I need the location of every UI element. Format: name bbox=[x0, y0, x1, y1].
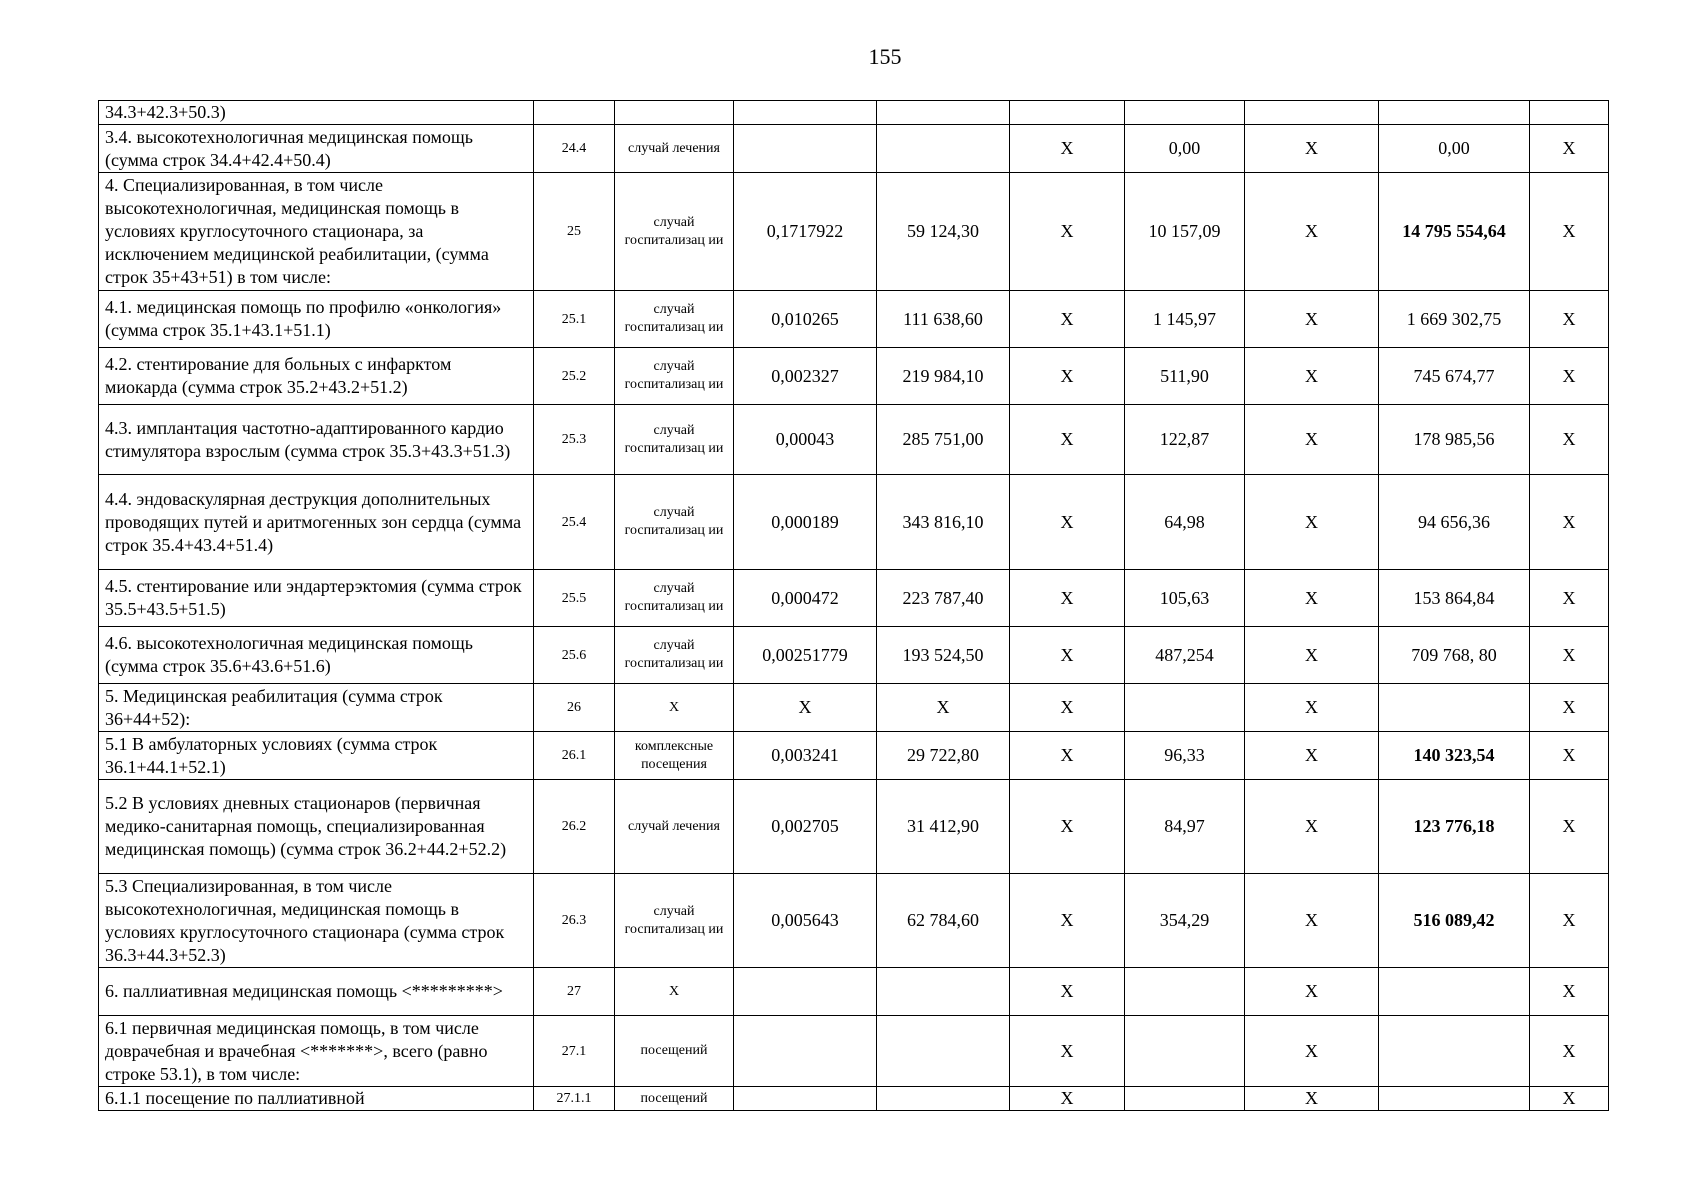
cost-norm: 29 722,80 bbox=[877, 732, 1010, 780]
percent-of-total: X bbox=[1530, 405, 1609, 475]
row-code: 25.4 bbox=[534, 475, 615, 570]
per-capita-oms: 122,87 bbox=[1125, 405, 1245, 475]
total-budget: X bbox=[1245, 780, 1379, 874]
unit-of-measure: случай госпитализац ии bbox=[615, 570, 734, 627]
total-budget: X bbox=[1245, 627, 1379, 684]
total-oms bbox=[1379, 1087, 1530, 1111]
cost-norm: 223 787,40 bbox=[877, 570, 1010, 627]
total-oms: 123 776,18 bbox=[1379, 780, 1530, 874]
volume-norm bbox=[734, 1016, 877, 1087]
total-budget: X bbox=[1245, 1087, 1379, 1111]
per-capita-budget: X bbox=[1010, 1016, 1125, 1087]
table-row bbox=[99, 1087, 1609, 1111]
unit-of-measure: посещений bbox=[615, 1016, 734, 1087]
unit-of-measure: случай госпитализац ии bbox=[615, 874, 734, 968]
percent-of-total: X bbox=[1530, 348, 1609, 405]
volume-norm: 0,00251779 bbox=[734, 627, 877, 684]
row-code: 25.5 bbox=[534, 570, 615, 627]
percent-of-total: X bbox=[1530, 1016, 1609, 1087]
table-row bbox=[99, 405, 1609, 475]
total-oms: 94 656,36 bbox=[1379, 475, 1530, 570]
volume-norm: 0,00043 bbox=[734, 405, 877, 475]
volume-norm: X bbox=[734, 684, 877, 732]
percent-of-total: X bbox=[1530, 968, 1609, 1016]
cost-norm: X bbox=[877, 684, 1010, 732]
total-oms bbox=[1379, 1016, 1530, 1087]
row-code: 24.4 bbox=[534, 125, 615, 173]
per-capita-budget: X bbox=[1010, 125, 1125, 173]
unit-of-measure: комплексные посещения bbox=[615, 732, 734, 780]
percent-of-total: X bbox=[1530, 475, 1609, 570]
total-budget: X bbox=[1245, 968, 1379, 1016]
total-budget: X bbox=[1245, 173, 1379, 291]
row-code: 25.2 bbox=[534, 348, 615, 405]
row-description: 4.6. высокотехнологичная медицинская помощь (сумма строк 35.6+43.6+51.6) bbox=[99, 627, 534, 684]
table-row bbox=[99, 570, 1609, 627]
percent-of-total: X bbox=[1530, 732, 1609, 780]
row-description: 5. Медицинская реабилитация (сумма строк 36+44+52): bbox=[99, 684, 534, 732]
unit-of-measure: случай госпитализац ии bbox=[615, 291, 734, 348]
row-code: 27.1 bbox=[534, 1016, 615, 1087]
per-capita-oms: 96,33 bbox=[1125, 732, 1245, 780]
percent-of-total: X bbox=[1530, 684, 1609, 732]
per-capita-budget: X bbox=[1010, 874, 1125, 968]
total-budget: X bbox=[1245, 125, 1379, 173]
percent-of-total: X bbox=[1530, 780, 1609, 874]
table-body bbox=[99, 101, 1609, 1111]
cost-norm bbox=[877, 125, 1010, 173]
per-capita-budget: X bbox=[1010, 348, 1125, 405]
percent-of-total: X bbox=[1530, 570, 1609, 627]
table-row bbox=[99, 125, 1609, 173]
unit-of-measure: случай госпитализац ии bbox=[615, 173, 734, 291]
cost-norm: 111 638,60 bbox=[877, 291, 1010, 348]
per-capita-budget: X bbox=[1010, 684, 1125, 732]
total-oms: 178 985,56 bbox=[1379, 405, 1530, 475]
table-row bbox=[99, 173, 1609, 291]
row-description: 6. паллиативная медицинская помощь <*********> bbox=[99, 968, 534, 1016]
table-row bbox=[99, 684, 1609, 732]
per-capita-oms: 64,98 bbox=[1125, 475, 1245, 570]
unit-of-measure: X bbox=[615, 684, 734, 732]
per-capita-budget: X bbox=[1010, 732, 1125, 780]
total-oms: 516 089,42 bbox=[1379, 874, 1530, 968]
table-row bbox=[99, 475, 1609, 570]
volume-norm bbox=[734, 101, 877, 125]
row-description: 34.3+42.3+50.3) bbox=[99, 101, 534, 125]
percent-of-total: X bbox=[1530, 1087, 1609, 1111]
data-table bbox=[98, 100, 1609, 1111]
per-capita-oms bbox=[1125, 101, 1245, 125]
row-description: 4. Специализированная, в том числе высокотехнологичная, медицинская помощь в условиях круглосуточного стационара, за исключением медицинской реабилитации, (сумма строк 35+43+51) в том числе: bbox=[99, 173, 534, 291]
cost-norm bbox=[877, 968, 1010, 1016]
per-capita-budget: X bbox=[1010, 570, 1125, 627]
total-budget: X bbox=[1245, 684, 1379, 732]
per-capita-budget: X bbox=[1010, 291, 1125, 348]
per-capita-budget: X bbox=[1010, 1087, 1125, 1111]
cost-norm bbox=[877, 1087, 1010, 1111]
cost-norm: 31 412,90 bbox=[877, 780, 1010, 874]
row-code: 26 bbox=[534, 684, 615, 732]
row-code: 26.2 bbox=[534, 780, 615, 874]
row-description: 5.2 В условиях дневных стационаров (первичная медико-санитарная помощь, специализированная медицинская помощь) (сумма строк 36.2+44.2+52.2) bbox=[99, 780, 534, 874]
table-row bbox=[99, 874, 1609, 968]
volume-norm: 0,002327 bbox=[734, 348, 877, 405]
total-budget: X bbox=[1245, 732, 1379, 780]
per-capita-budget: X bbox=[1010, 780, 1125, 874]
per-capita-oms bbox=[1125, 1087, 1245, 1111]
volume-norm bbox=[734, 125, 877, 173]
per-capita-oms bbox=[1125, 684, 1245, 732]
total-oms: 1 669 302,75 bbox=[1379, 291, 1530, 348]
per-capita-oms: 10 157,09 bbox=[1125, 173, 1245, 291]
total-oms bbox=[1379, 101, 1530, 125]
unit-of-measure: X bbox=[615, 968, 734, 1016]
per-capita-oms: 487,254 bbox=[1125, 627, 1245, 684]
row-description: 4.4. эндоваскулярная деструкция дополнительных проводящих путей и аритмогенных зон сердца (сумма строк 35.4+43.4+51.4) bbox=[99, 475, 534, 570]
volume-norm bbox=[734, 1087, 877, 1111]
cost-norm: 59 124,30 bbox=[877, 173, 1010, 291]
volume-norm: 0,005643 bbox=[734, 874, 877, 968]
percent-of-total bbox=[1530, 101, 1609, 125]
cost-norm: 193 524,50 bbox=[877, 627, 1010, 684]
unit-of-measure bbox=[615, 101, 734, 125]
per-capita-oms bbox=[1125, 1016, 1245, 1087]
row-code: 25.1 bbox=[534, 291, 615, 348]
row-code: 25.6 bbox=[534, 627, 615, 684]
unit-of-measure: случай госпитализац ии bbox=[615, 348, 734, 405]
volume-norm: 0,000189 bbox=[734, 475, 877, 570]
row-description: 5.1 В амбулаторных условиях (сумма строк 36.1+44.1+52.1) bbox=[99, 732, 534, 780]
row-description: 5.3 Специализированная, в том числе высокотехнологичная, медицинская помощь в условиях круглосуточного стационара (сумма строк 36.3+44.3+52.3) bbox=[99, 874, 534, 968]
row-code: 25 bbox=[534, 173, 615, 291]
percent-of-total: X bbox=[1530, 874, 1609, 968]
row-description: 6.1 первичная медицинская помощь, в том числе доврачебная и врачебная <*******>, всего (равно строке 53.1), в том числе: bbox=[99, 1016, 534, 1087]
total-budget bbox=[1245, 101, 1379, 125]
table-row bbox=[99, 348, 1609, 405]
row-code bbox=[534, 101, 615, 125]
total-budget: X bbox=[1245, 1016, 1379, 1087]
total-budget: X bbox=[1245, 475, 1379, 570]
total-oms: 14 795 554,64 bbox=[1379, 173, 1530, 291]
per-capita-budget: X bbox=[1010, 475, 1125, 570]
volume-norm: 0,002705 bbox=[734, 780, 877, 874]
total-budget: X bbox=[1245, 291, 1379, 348]
per-capita-oms: 84,97 bbox=[1125, 780, 1245, 874]
table-row bbox=[99, 627, 1609, 684]
cost-norm: 219 984,10 bbox=[877, 348, 1010, 405]
per-capita-oms: 1 145,97 bbox=[1125, 291, 1245, 348]
per-capita-oms: 511,90 bbox=[1125, 348, 1245, 405]
table-row bbox=[99, 968, 1609, 1016]
total-budget: X bbox=[1245, 874, 1379, 968]
percent-of-total: X bbox=[1530, 627, 1609, 684]
total-budget: X bbox=[1245, 405, 1379, 475]
cost-norm: 285 751,00 bbox=[877, 405, 1010, 475]
unit-of-measure: посещений bbox=[615, 1087, 734, 1111]
total-budget: X bbox=[1245, 570, 1379, 627]
percent-of-total: X bbox=[1530, 173, 1609, 291]
per-capita-oms: 354,29 bbox=[1125, 874, 1245, 968]
total-oms: 745 674,77 bbox=[1379, 348, 1530, 405]
row-description: 4.2. стентирование для больных с инфарктом миокарда (сумма строк 35.2+43.2+51.2) bbox=[99, 348, 534, 405]
page-number: 155 bbox=[868, 44, 902, 69]
volume-norm: 0,000472 bbox=[734, 570, 877, 627]
unit-of-measure: случай госпитализац ии bbox=[615, 405, 734, 475]
row-description: 4.5. стентирование или эндартерэктомия (сумма строк 35.5+43.5+51.5) bbox=[99, 570, 534, 627]
total-oms: 709 768, 80 bbox=[1379, 627, 1530, 684]
volume-norm: 0,003241 bbox=[734, 732, 877, 780]
total-oms: 140 323,54 bbox=[1379, 732, 1530, 780]
volume-norm: 0,1717922 bbox=[734, 173, 877, 291]
total-oms: 0,00 bbox=[1379, 125, 1530, 173]
row-code: 26.3 bbox=[534, 874, 615, 968]
total-oms bbox=[1379, 684, 1530, 732]
row-description: 4.1. медицинская помощь по профилю «онкология» (сумма строк 35.1+43.1+51.1) bbox=[99, 291, 534, 348]
unit-of-measure: случай лечения bbox=[615, 125, 734, 173]
unit-of-measure: случай госпитализац ии bbox=[615, 475, 734, 570]
unit-of-measure: случай лечения bbox=[615, 780, 734, 874]
total-oms: 153 864,84 bbox=[1379, 570, 1530, 627]
cost-norm bbox=[877, 1016, 1010, 1087]
row-code: 27 bbox=[534, 968, 615, 1016]
cost-norm: 343 816,10 bbox=[877, 475, 1010, 570]
per-capita-budget bbox=[1010, 101, 1125, 125]
per-capita-budget: X bbox=[1010, 173, 1125, 291]
row-code: 27.1.1 bbox=[534, 1087, 615, 1111]
percent-of-total: X bbox=[1530, 125, 1609, 173]
row-description: 6.1.1 посещение по паллиативной bbox=[99, 1087, 534, 1111]
percent-of-total: X bbox=[1530, 291, 1609, 348]
volume-norm: 0,010265 bbox=[734, 291, 877, 348]
per-capita-oms bbox=[1125, 968, 1245, 1016]
per-capita-budget: X bbox=[1010, 627, 1125, 684]
per-capita-oms: 105,63 bbox=[1125, 570, 1245, 627]
row-description: 3.4. высокотехнологичная медицинская помощь (сумма строк 34.4+42.4+50.4) bbox=[99, 125, 534, 173]
row-code: 26.1 bbox=[534, 732, 615, 780]
unit-of-measure: случай госпитализац ии bbox=[615, 627, 734, 684]
table-row bbox=[99, 1016, 1609, 1087]
table-row bbox=[99, 780, 1609, 874]
table-row bbox=[99, 291, 1609, 348]
per-capita-oms: 0,00 bbox=[1125, 125, 1245, 173]
row-code: 25.3 bbox=[534, 405, 615, 475]
row-description: 4.3. имплантация частотно-адаптированного кардио стимулятора взрослым (сумма строк 35.3+43.3+51.3) bbox=[99, 405, 534, 475]
per-capita-budget: X bbox=[1010, 968, 1125, 1016]
cost-norm: 62 784,60 bbox=[877, 874, 1010, 968]
per-capita-budget: X bbox=[1010, 405, 1125, 475]
table-row bbox=[99, 732, 1609, 780]
volume-norm bbox=[734, 968, 877, 1016]
cost-norm bbox=[877, 101, 1010, 125]
total-oms bbox=[1379, 968, 1530, 1016]
total-budget: X bbox=[1245, 348, 1379, 405]
table-row bbox=[99, 101, 1609, 125]
